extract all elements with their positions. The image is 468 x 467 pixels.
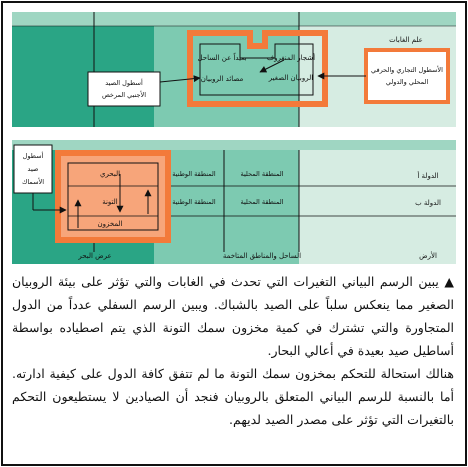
top-coast-band — [154, 12, 299, 127]
industrial-fleet-label-2: المحلي والدولي — [385, 78, 429, 86]
national-zone-label-1: المنطقة الوطنية — [172, 170, 216, 178]
marine-label: البحري — [99, 170, 121, 178]
licensed-fleet-box — [88, 72, 160, 106]
state-b-label: الدولة ب — [415, 199, 441, 207]
figure-caption — [9, 270, 457, 458]
local-zone-label-1: المنطقة المحلية — [240, 170, 284, 178]
bottom-strip — [12, 140, 456, 150]
top-panel — [12, 12, 456, 127]
stock-label: المخزون — [97, 220, 123, 228]
industrial-fleet-box — [366, 50, 448, 102]
licensed-fleet-label-1: أسطول الصيد — [105, 79, 143, 87]
national-zone-label-2: المنطقة الوطنية — [172, 198, 216, 206]
tuna-label: التونة — [102, 198, 118, 206]
fishing-fleet-label-2: صيد — [27, 165, 39, 173]
caption-paragraph-2: هنالك استحالة للتحكم بمخزون سمك التونة ما لم تتفق كافة الدول على كيفية ادارته. أما بالنسبة للرسم البياني المتعلق بالروبيان فنجد أن الصيادين لا يستطيعون التحكم بالتغيرات التي تؤثر على مصدر الصيد لديهم. — [12, 366, 454, 427]
forest-title: علم الغابات — [389, 36, 423, 44]
shrimp-catch-label: مصائد الروبيان — [200, 75, 244, 83]
high-seas-label: عرض البحر — [78, 252, 112, 260]
shrimp-small-label: الروبيان الصغير — [268, 74, 314, 82]
fishing-fleet-label-1: أسطول — [22, 152, 44, 160]
top-sea-band — [12, 12, 154, 127]
bottom-panel — [12, 140, 456, 264]
state-a-label: الدولة أ — [417, 172, 439, 180]
licensed-fleet-label-2: الأجنبي المرخص — [101, 91, 147, 99]
local-zone-label-2: المنطقة المحلية — [240, 198, 284, 206]
mangrove-label: أشجار المنغروف — [266, 54, 316, 62]
far-coast-label: بعيداً عن الساحل — [197, 54, 247, 62]
top-strip — [12, 12, 456, 26]
industrial-fleet-label-1: الأسطول التجاري والحرفي — [371, 66, 443, 74]
coast-adjacent-label: الساحل والمناطق المتاخمة — [222, 252, 302, 260]
fishing-fleet-label-3: الأسماك — [21, 178, 45, 186]
land-label: الأرض — [419, 252, 437, 260]
caption-paragraph-1: ▲ يبين الرسم البياني التغيرات التي تحدث في الغابات والتي تؤثر على بيئة الروبيان الصغير مما ينعكس سلباً على الصيد بالشباك. ويبين الرسم السفلي عدداً من الدول المتجاورة والتي تشترك في كمية مخزون سمك التونة الذي يتم اصطياده بواسطة أساطيل صيد بعيدة في أعالي البحار. — [12, 274, 454, 358]
